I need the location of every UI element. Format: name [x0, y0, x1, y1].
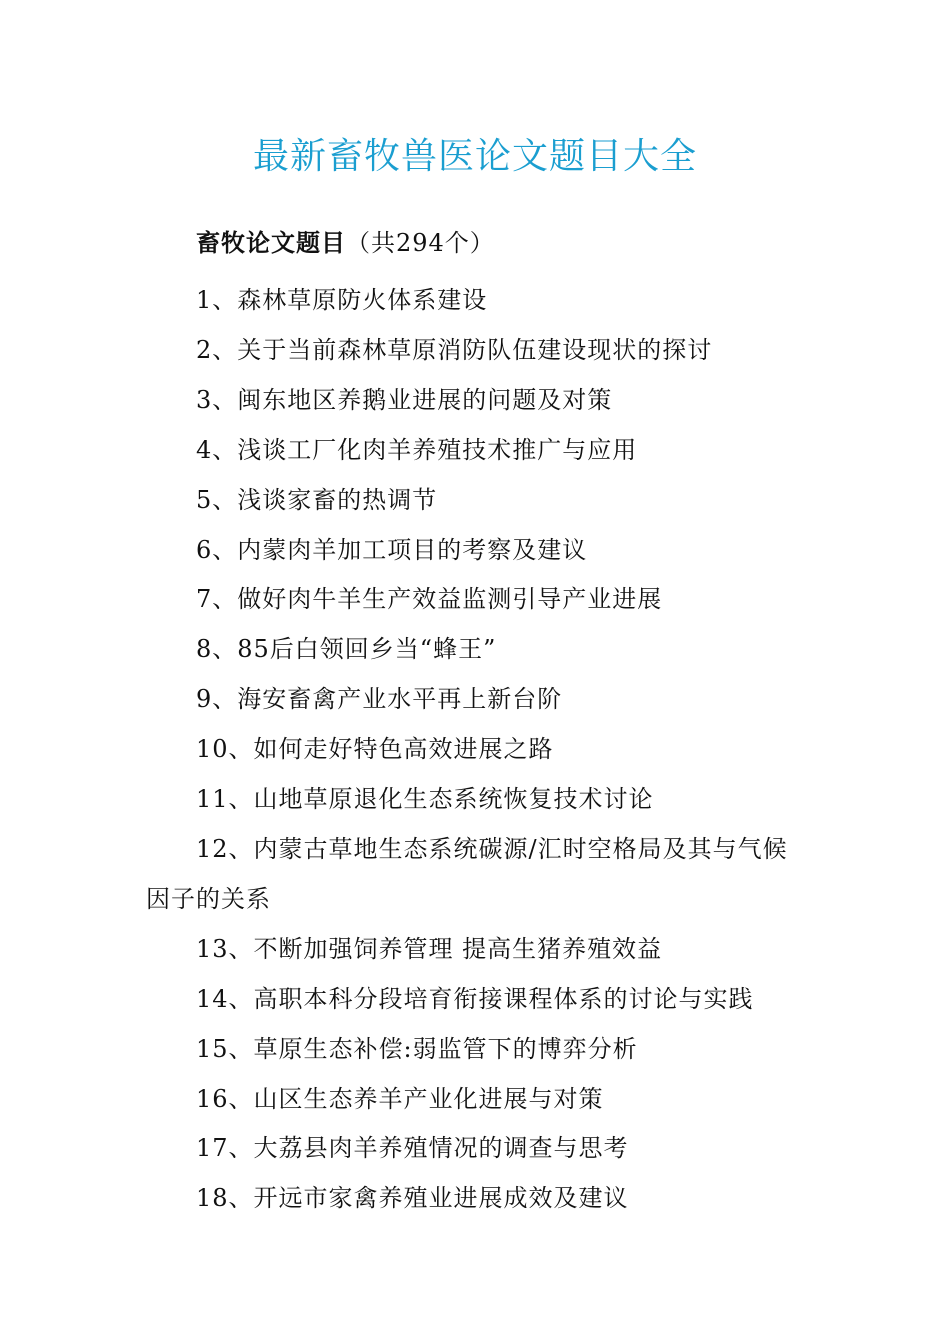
- section-heading-count: （共294个）: [346, 229, 495, 257]
- list-item: 1、森林草原防火体系建设: [196, 286, 488, 314]
- list-item: 3、闽东地区养鹅业进展的问题及对策: [196, 385, 613, 414]
- list-item: 14、高职本科分段培育衔接课程体系的讨论与实践: [196, 984, 754, 1013]
- list-item: 7、做好肉牛羊生产效益监测引导产业进展: [196, 585, 663, 614]
- list-item: 6、内蒙肉羊加工项目的考察及建议: [196, 535, 588, 564]
- list-item: 9、海安畜禽产业水平再上新台阶: [196, 685, 563, 714]
- list-item: 4、浅谈工厂化肉羊养殖技术推广与应用: [196, 435, 638, 464]
- list-item: 13、不断加强饲养管理 提高生猪养殖效益: [196, 934, 663, 963]
- document-title: 最新畜牧兽医论文题目大全: [252, 136, 697, 177]
- list-item: 10、如何走好特色高效进展之路: [196, 735, 554, 764]
- list-item: 17、大荔县肉羊养殖情况的调查与思考: [196, 1134, 629, 1163]
- topic-list: [146, 276, 806, 1224]
- list-item: 18、开远市家禽养殖业进展成效及建议: [196, 1184, 629, 1213]
- list-item: 12、内蒙古草地生态系统碳源/汇时空格局及其与气候因子的关系: [146, 834, 788, 913]
- list-item: 11、山地草原退化生态系统恢复技术讨论: [196, 785, 654, 814]
- list-item: 15、草原生态补偿:弱监管下的博弈分析: [196, 1034, 638, 1063]
- list-item: 8、85后白领回乡当“蜂王”: [196, 635, 497, 664]
- section-heading: [196, 226, 495, 260]
- list-item: 5、浅谈家畜的热调节: [196, 485, 438, 514]
- list-item: 16、山区生态养羊产业化进展与对策: [196, 1084, 604, 1113]
- section-heading-label: 畜牧论文题目: [196, 228, 346, 257]
- list-item: 2、关于当前森林草原消防队伍建设现状的探讨: [196, 335, 713, 364]
